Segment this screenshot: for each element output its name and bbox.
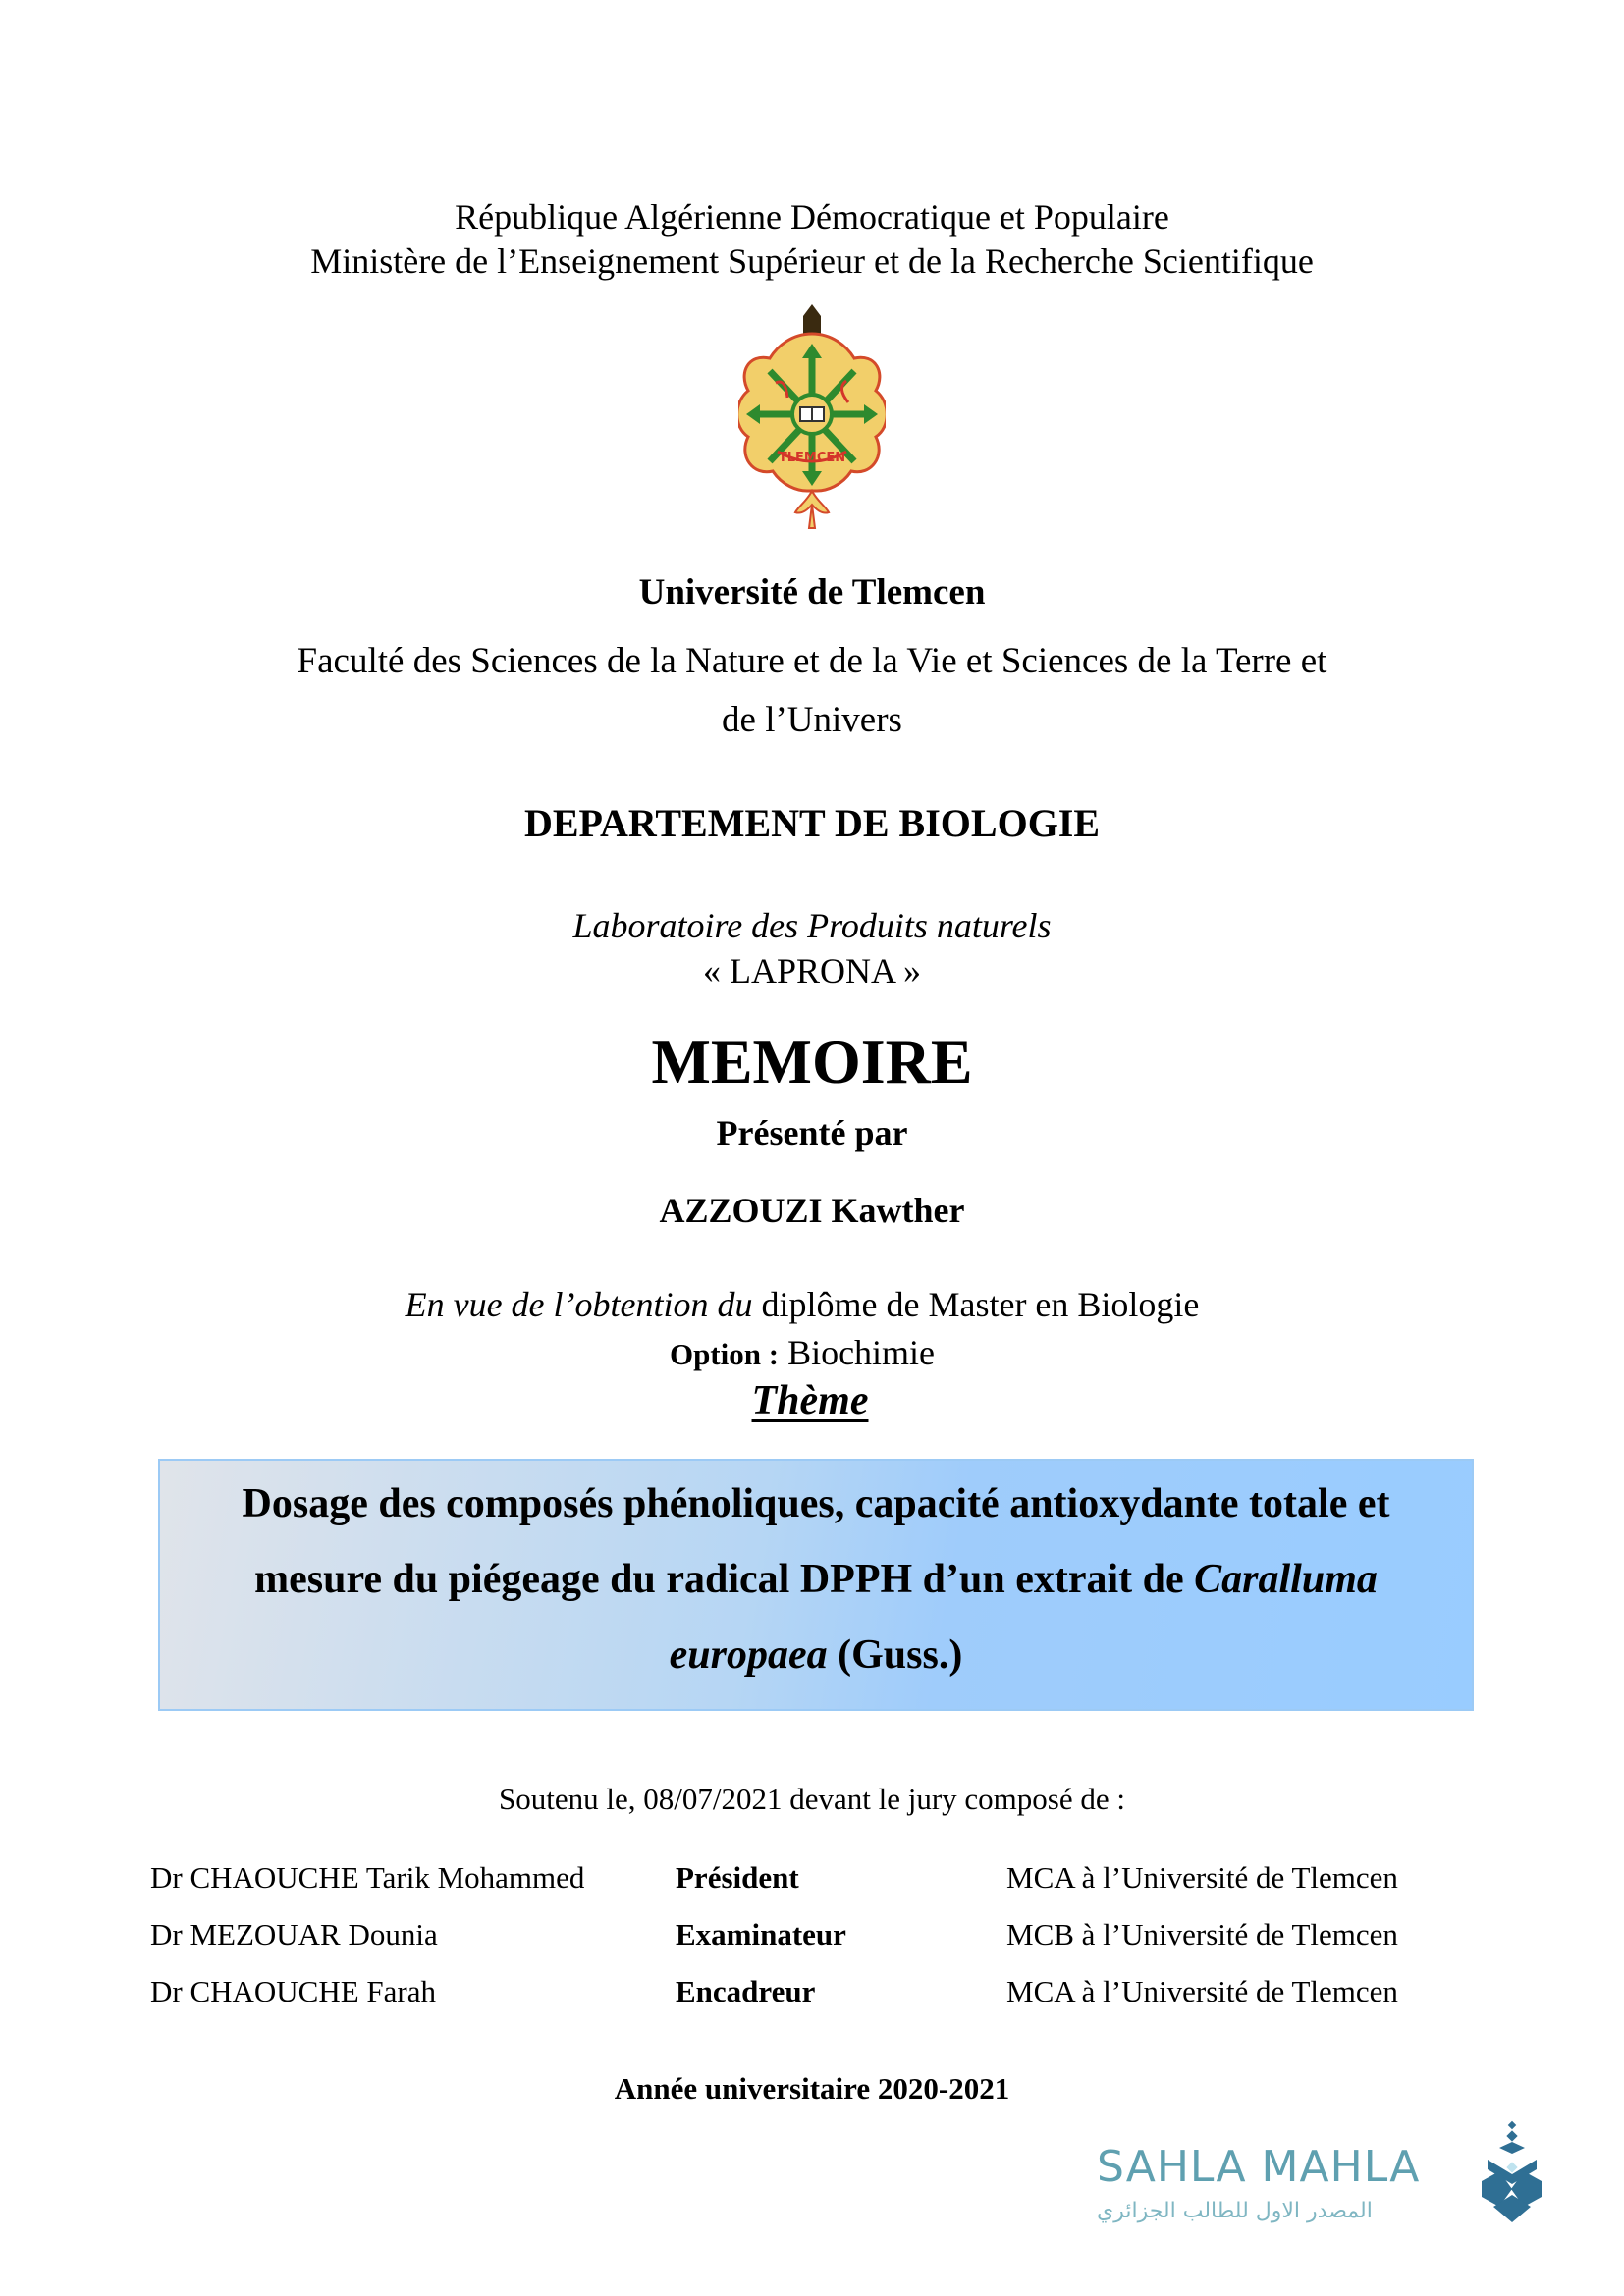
- university-of-tlemcen-emblem-icon: [738, 304, 886, 530]
- species-epithet: europaea: [669, 1632, 828, 1678]
- theme-line-2: [160, 1556, 1472, 1603]
- jury-member-role: Encadreur: [676, 1974, 816, 2008]
- jury-member-affiliation: MCA à l’Université de Tlemcen: [1006, 1974, 1398, 2008]
- jury-member-name: Dr CHAOUCHE Tarik Mohammed: [150, 1860, 585, 1895]
- jury-member-name: Dr MEZOUAR Dounia: [150, 1917, 438, 1951]
- option-label: Option :: [669, 1337, 780, 1371]
- theme-line-2-text: mesure du piégeage du radical DPPH d’un extrait de: [254, 1557, 1195, 1602]
- theme-line-1: Dosage des composés phénoliques, capacité antioxydante totale et: [242, 1481, 1390, 1526]
- sahla-mahla-logo-icon: [1480, 2120, 1543, 2228]
- jury-member-name: Dr CHAOUCHE Farah: [150, 1974, 437, 2008]
- sahla-mahla-watermark: [1092, 2120, 1543, 2228]
- degree-diploma: diplôme de Master en Biologie: [752, 1285, 1200, 1324]
- faculty-line-2: de l’Univers: [722, 700, 902, 740]
- species-authority: (Guss.): [827, 1632, 963, 1678]
- option-value: Biochimie: [779, 1333, 936, 1372]
- university-name: Université de Tlemcen: [638, 572, 986, 613]
- laboratory-acronym: « LAPRONA »: [702, 951, 922, 990]
- author-name: AZZOUZI Kawther: [659, 1191, 965, 1230]
- jury-row: [150, 1917, 1525, 1956]
- republic-heading: République Algérienne Démocratique et Populaire: [455, 197, 1169, 237]
- academic-year: Année universitaire 2020-2021: [614, 2071, 1010, 2106]
- jury-member-affiliation: MCB à l’Université de Tlemcen: [1006, 1917, 1398, 1951]
- document-type-title: MEMOIRE: [651, 1027, 973, 1096]
- sahla-mahla-brand: SAHLA MAHLA: [1097, 2142, 1421, 2192]
- jury-member-role: Président: [676, 1860, 799, 1895]
- jury-member-affiliation: MCA à l’Université de Tlemcen: [1006, 1860, 1398, 1895]
- department-heading: DEPARTEMENT DE BIOLOGIE: [523, 801, 1101, 845]
- theme-label: Thème: [751, 1378, 869, 1423]
- jury-member-role: Examinateur: [676, 1917, 846, 1951]
- theme-line-3: [160, 1631, 1472, 1679]
- degree-line: [0, 1284, 1614, 1325]
- species-genus: Caralluma: [1194, 1557, 1378, 1602]
- degree-intro: En vue de l’obtention du: [405, 1285, 753, 1324]
- ministry-heading: Ministère de l’Enseignement Supérieur et de la Recherche Scientifique: [310, 241, 1314, 281]
- jury-row: [150, 1974, 1525, 2013]
- svg-text:TLEMCEN: TLEMCEN: [778, 451, 846, 465]
- theme-title-box: [158, 1459, 1474, 1711]
- presented-by-label: Présenté par: [716, 1113, 908, 1152]
- faculty-line-1: Faculté des Sciences de la Nature et de la Vie et Sciences de la Terre et: [297, 641, 1327, 681]
- jury-row: [150, 1860, 1525, 1899]
- defense-statement: Soutenu le, 08/07/2021 devant le jury composé de :: [499, 1782, 1125, 1816]
- option-line: [0, 1332, 1614, 1373]
- laboratory-name: Laboratoire des Produits naturels: [572, 906, 1052, 945]
- sahla-mahla-tagline: المصدر الاول للطالب الجزائري: [1097, 2199, 1373, 2223]
